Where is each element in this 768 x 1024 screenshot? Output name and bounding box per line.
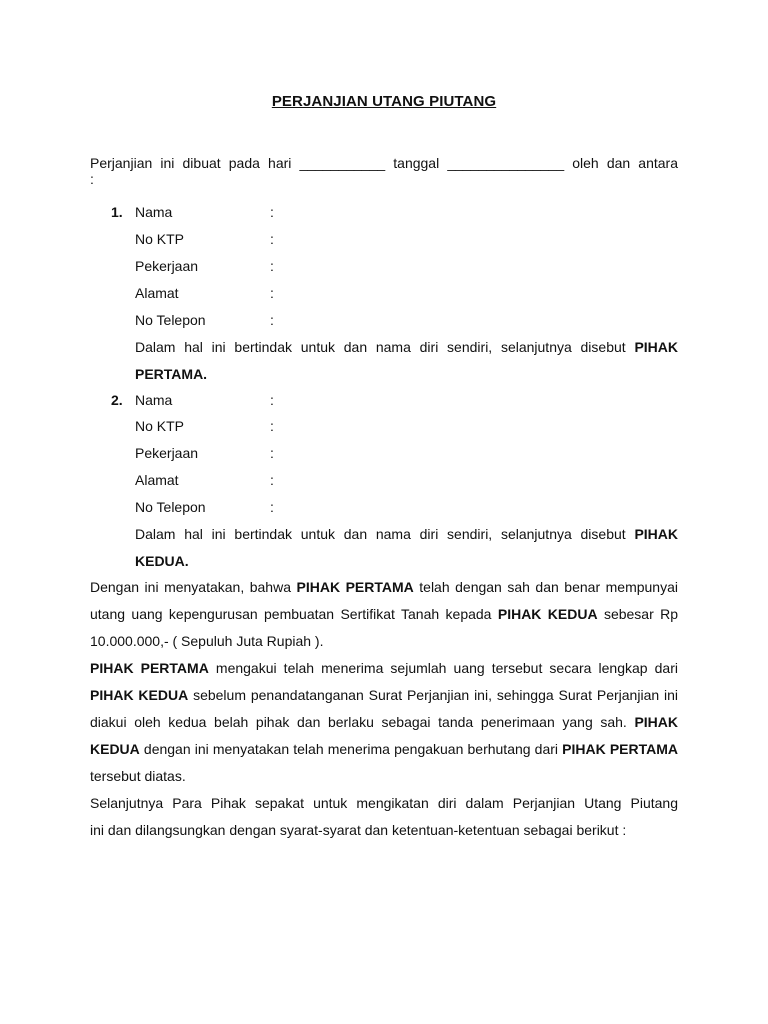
description-text: Dalam hal ini bertindak untuk dan nama diri sendiri, selanjutnya disebut [135,526,626,542]
field-separator: : [270,445,274,461]
paragraph-text: telah dengan sah dan benar [419,579,601,595]
party-term: PIHAK KEDUA [90,714,678,757]
party-2-field-name [135,387,435,414]
field-separator: : [270,204,274,220]
field-separator: : [270,312,274,328]
field-label: Pekerjaan [135,258,199,274]
field-label: Alamat [135,285,179,301]
party-2-field-ktp [135,413,435,440]
party-1-field-name [135,199,435,226]
party-2-description [135,521,678,575]
party-term: PERTAMA. [135,366,208,382]
party-term: PIHAK KEDUA [90,687,189,703]
party-term: PIHAK [497,606,542,622]
field-label: No KTP [135,418,185,434]
party-2-number: 2. [111,392,123,408]
paragraph-text: mengakui telah menerima sejumlah uang tersebut secara lengkap [215,660,648,676]
party-term: PIHAK [634,339,678,355]
party-2-field-alamat [135,467,435,494]
field-separator: : [270,285,274,301]
party-term: KEDUA. [135,553,189,569]
party-2-field-telepon [135,494,435,521]
field-label: Alamat [135,472,179,488]
field-label: Nama [135,392,173,408]
field-separator: : [270,472,274,488]
party-1-description [135,334,678,388]
field-label: No Telepon [135,312,206,328]
party-2-field-pekerjaan [135,440,435,467]
party-1-number: 1. [111,204,123,220]
paragraph-agreement-line-1: Selanjutnya Para Pihak sepakat untuk mengikatan diri dalam Perjanjian Utang Piutang [90,795,678,811]
paragraph-agreement-line-2: ini dan dilangsungkan dengan syarat-syarat dan ketentuan-ketentuan sebagai berikut : [90,822,627,838]
party-term: PIHAK PERTAMA [562,741,678,757]
intro-line-1: Perjanjian ini dibuat pada hari ___________ tanggal _______________ oleh dan antara [90,155,678,171]
paragraph-text: sebelum penandatanganan Surat Perjanjian ini, sehingga Surat [193,687,592,703]
field-separator: : [270,499,274,515]
field-separator: : [270,258,274,274]
party-term: PIHAK PERTAMA [296,579,414,595]
paragraph-debt-statement [90,574,678,655]
paragraph-text: berhutang dari [467,741,559,757]
party-1-field-ktp [135,226,435,253]
party-1-field-alamat [135,280,435,307]
field-separator: : [270,418,274,434]
field-separator: : [270,392,274,408]
field-label: Nama [135,204,173,220]
party-term: KEDUA [547,606,598,622]
paragraph-text: sebesar Rp 10.000.000,- ( Sepuluh Juta Rupiah ). [90,606,679,649]
paragraph-text: mempunyai utang uang kepengurusan pembuatan Sertifikat Tanah kepada [90,579,678,622]
party-term: PIHAK [634,526,678,542]
intro-line-2: : [90,171,94,187]
party-term: PIHAK PERTAMA [90,660,209,676]
paragraph-text: Dengan ini menyatakan, bahwa [90,579,291,595]
description-text: Dalam hal ini bertindak untuk dan nama diri sendiri, selanjutnya disebut [135,339,626,355]
paragraph-text: dari [654,660,678,676]
field-separator: : [270,231,274,247]
paragraph-text: dengan ini menyatakan telah menerima pengakuan [143,741,464,757]
field-label: No Telepon [135,499,206,515]
paragraph-text: yang sah. [562,714,627,730]
paragraph-receipt-acknowledgement [90,655,678,790]
paragraph-text: tersebut diatas. [90,768,186,784]
document-title: PERJANJIAN UTANG PIUTANG [271,93,497,110]
party-1-field-telepon [135,307,435,334]
party-1-field-pekerjaan [135,253,435,280]
field-label: No KTP [135,231,185,247]
field-label: Pekerjaan [135,445,199,461]
paragraph-text: Perjanjian ini diakui oleh kedua belah pihak dan berlaku sebagai tanda penerimaan [90,687,679,730]
